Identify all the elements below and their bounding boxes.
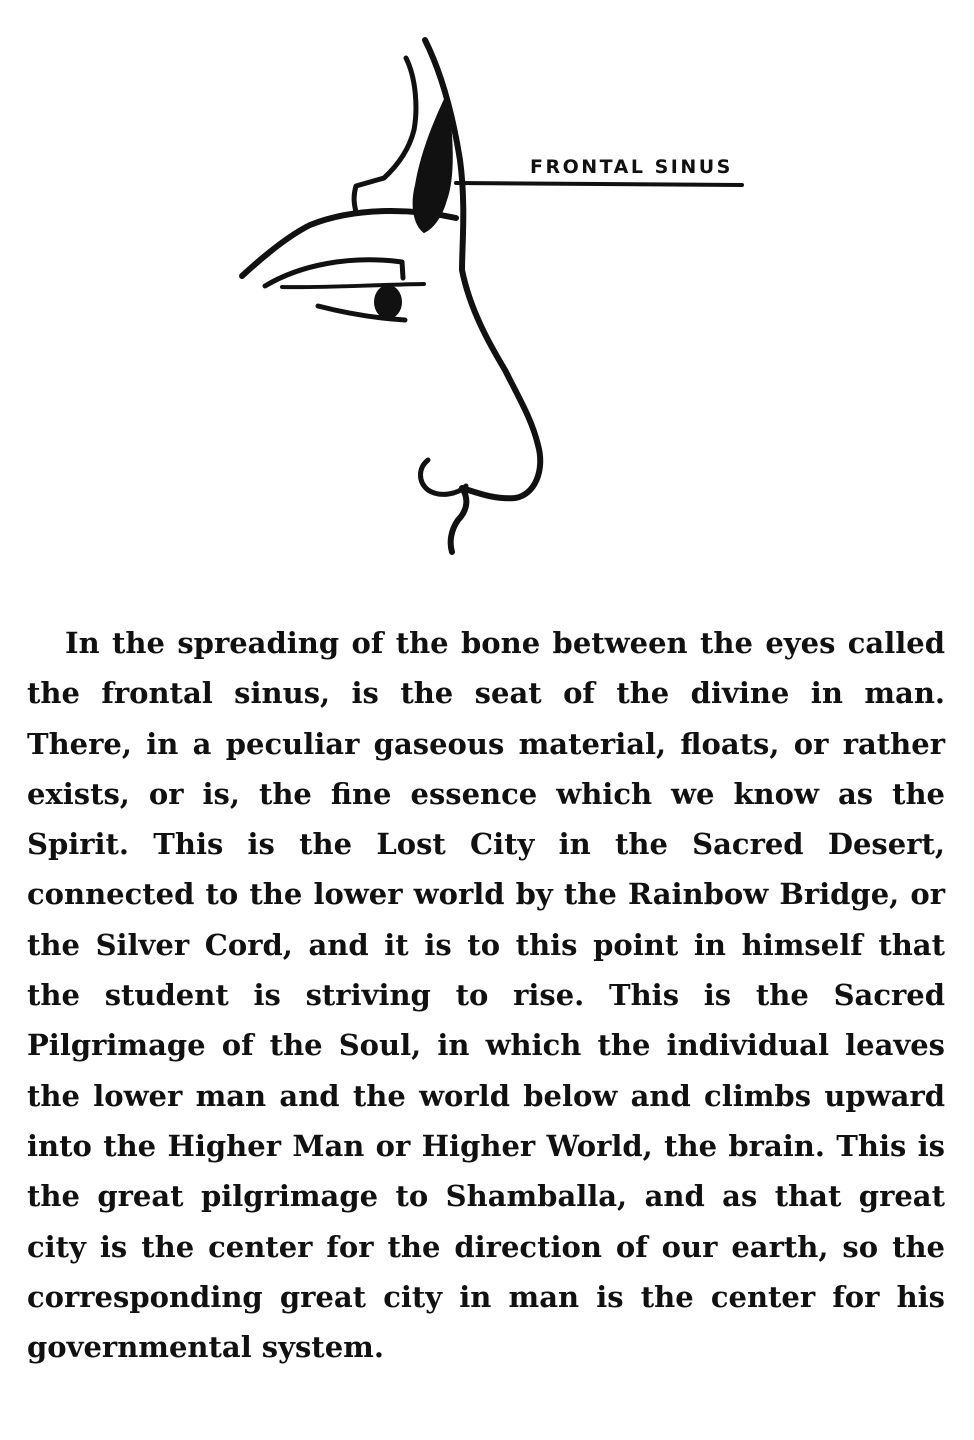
nostril	[421, 460, 467, 494]
frontal-bone-inner-line	[354, 58, 416, 212]
label-pointer-line	[456, 183, 742, 185]
frontal-sinus-label: FRONTAL SINUS	[530, 156, 733, 178]
upper-eyelid	[282, 284, 424, 287]
body-paragraph: In the spreading of the bone between the eyes called the frontal sinus, is the seat of the divine in man. There, in a peculiar gaseous material, floats, or rather exists, or is, the fine essence which we know as the Spirit. This is the Lost City in the Sacred Desert, connected to the lower world by the Rainbow Bridge, or the Silver Cord, and it is to this point in himself that the student is striving to rise. This is the Sacred Pilgrimage of the Soul, in which the individual leaves the lower man and the world below and climbs upward into the Higher Man or Higher World, the brain. This is the great pilgrimage to Shamballa, and as that great city is the center for the direction of our earth, so the corresponding great city in man is the center for his governmental system.	[27, 626, 945, 1365]
eyelid-fold	[265, 260, 403, 286]
face-profile-drawing	[0, 0, 974, 600]
frontal-sinus-illustration	[0, 0, 974, 600]
eye-pupil	[374, 285, 402, 319]
